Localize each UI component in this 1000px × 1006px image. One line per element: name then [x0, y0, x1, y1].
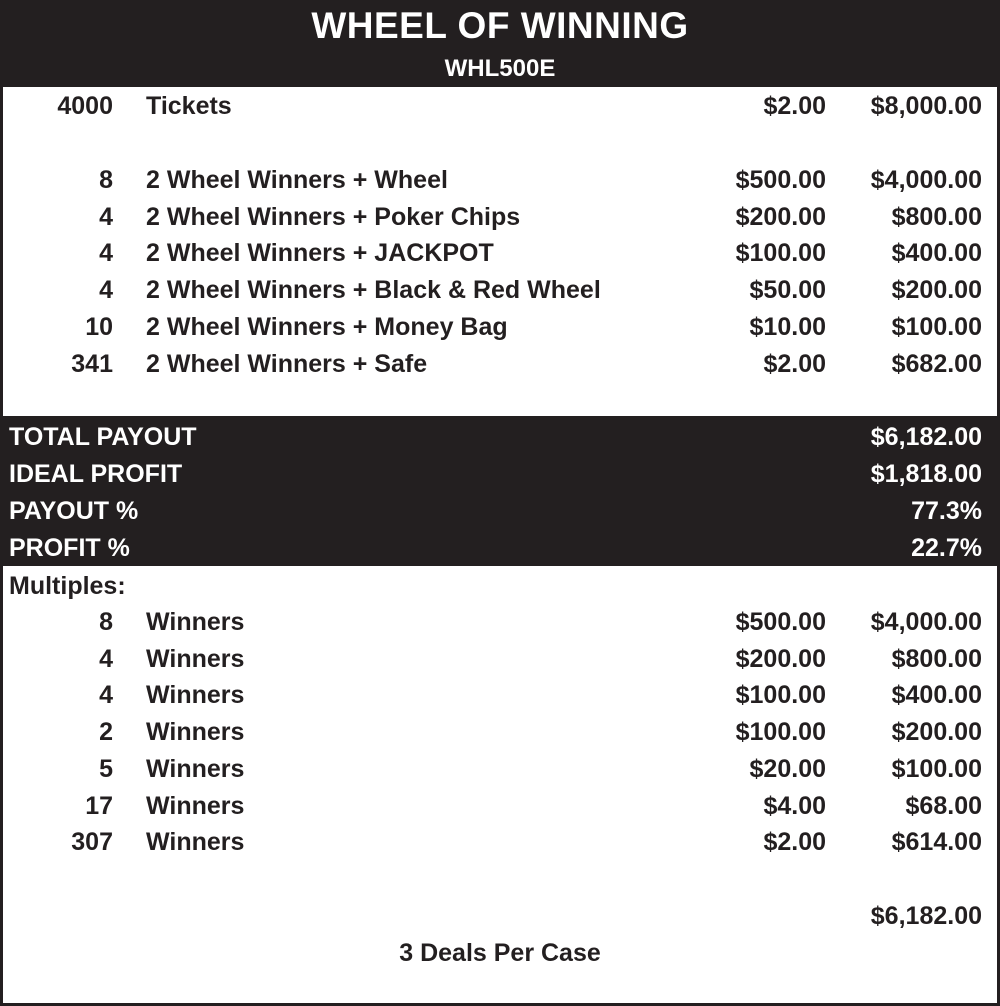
multiples-heading: Multiples:	[9, 572, 126, 600]
prize-row	[3, 346, 997, 383]
total-payout-row	[3, 419, 997, 456]
prize-unit: $2.00	[763, 350, 826, 378]
deals-per-case: 3 Deals Per Case	[399, 939, 601, 967]
prize-qty: 8	[99, 166, 113, 194]
prize-row	[3, 309, 997, 346]
form-number: WHL500E	[444, 55, 556, 82]
prize-unit: $10.00	[749, 313, 826, 341]
multiple-unit: $4.00	[763, 792, 826, 820]
multiple-qty: 17	[85, 792, 113, 820]
multiple-qty: 2	[99, 718, 113, 746]
prize-qty: 4	[99, 239, 113, 267]
prize-desc: 2 Wheel Winners + Wheel	[146, 166, 448, 194]
grand-total: $6,182.00	[870, 902, 982, 930]
prize-unit: $50.00	[749, 276, 826, 304]
prize-total: $100.00	[891, 313, 982, 341]
prize-desc: 2 Wheel Winners + Black & Red Wheel	[146, 276, 601, 304]
prize-qty: 4	[99, 203, 113, 231]
multiple-total: $400.00	[891, 681, 982, 709]
multiple-row	[3, 677, 997, 714]
summary-value: 22.7%	[911, 534, 982, 562]
summary-label: PAYOUT %	[9, 497, 139, 525]
ideal-profit-row	[3, 456, 997, 493]
prize-total: $682.00	[891, 350, 982, 378]
ticket-label: Tickets	[146, 92, 232, 120]
prize-unit: $100.00	[735, 239, 826, 267]
multiple-total: $4,000.00	[870, 608, 982, 636]
multiple-row	[3, 751, 997, 788]
multiple-row	[3, 641, 997, 678]
summary-value: $1,818.00	[870, 460, 982, 488]
multiple-row	[3, 604, 997, 641]
prize-total: $400.00	[891, 239, 982, 267]
multiple-unit: $2.00	[763, 828, 826, 856]
multiple-desc: Winners	[146, 828, 245, 856]
multiple-unit: $20.00	[749, 755, 826, 783]
profit-percent-row	[3, 530, 997, 567]
multiple-qty: 307	[71, 828, 113, 856]
multiple-total: $614.00	[891, 828, 982, 856]
prize-desc: 2 Wheel Winners + JACKPOT	[146, 239, 494, 267]
multiple-desc: Winners	[146, 792, 245, 820]
multiple-qty: 8	[99, 608, 113, 636]
multiple-total: $68.00	[905, 792, 982, 820]
ticket-count: 4000	[57, 92, 113, 120]
ticket-price: $2.00	[763, 92, 826, 120]
summary-label: IDEAL PROFIT	[9, 460, 183, 488]
prize-row	[3, 272, 997, 309]
multiple-desc: Winners	[146, 608, 245, 636]
summary-label: TOTAL PAYOUT	[9, 423, 197, 451]
header-banner	[3, 3, 997, 87]
multiple-total: $800.00	[891, 645, 982, 673]
prize-row	[3, 199, 997, 236]
summary-block	[3, 416, 997, 566]
multiple-row	[3, 824, 997, 861]
prize-row	[3, 235, 997, 272]
multiple-desc: Winners	[146, 755, 245, 783]
game-title: WHEEL OF WINNING	[311, 5, 689, 46]
multiple-desc: Winners	[146, 645, 245, 673]
multiple-desc: Winners	[146, 681, 245, 709]
prize-desc: 2 Wheel Winners + Money Bag	[146, 313, 508, 341]
prize-desc: 2 Wheel Winners + Safe	[146, 350, 428, 378]
multiple-unit: $200.00	[735, 645, 826, 673]
prize-row	[3, 162, 997, 199]
tickets-row	[3, 88, 997, 125]
multiple-row	[3, 714, 997, 751]
multiple-total: $100.00	[891, 755, 982, 783]
ticket-gross: $8,000.00	[870, 92, 982, 120]
multiple-qty: 5	[99, 755, 113, 783]
prize-desc: 2 Wheel Winners + Poker Chips	[146, 203, 521, 231]
multiple-unit: $500.00	[735, 608, 826, 636]
multiple-unit: $100.00	[735, 681, 826, 709]
multiple-unit: $100.00	[735, 718, 826, 746]
summary-value: 77.3%	[911, 497, 982, 525]
prize-qty: 4	[99, 276, 113, 304]
summary-label: PROFIT %	[9, 534, 130, 562]
prize-unit: $200.00	[735, 203, 826, 231]
prize-qty: 341	[71, 350, 113, 378]
multiple-total: $200.00	[891, 718, 982, 746]
payout-percent-row	[3, 493, 997, 530]
multiple-qty: 4	[99, 681, 113, 709]
prize-total: $200.00	[891, 276, 982, 304]
prize-total: $800.00	[891, 203, 982, 231]
prize-qty: 10	[85, 313, 113, 341]
multiple-qty: 4	[99, 645, 113, 673]
prize-total: $4,000.00	[870, 166, 982, 194]
multiple-desc: Winners	[146, 718, 245, 746]
summary-value: $6,182.00	[870, 423, 982, 451]
multiple-row	[3, 788, 997, 825]
prize-unit: $500.00	[735, 166, 826, 194]
